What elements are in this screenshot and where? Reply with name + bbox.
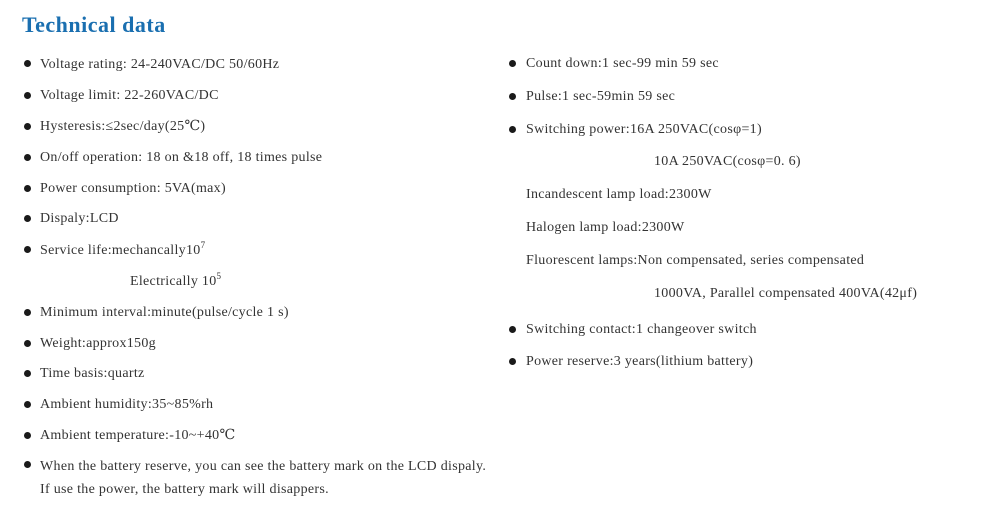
bullet-icon — [24, 154, 31, 161]
bullet-icon — [24, 60, 31, 67]
bullet-icon — [24, 432, 31, 439]
spec-fluorescent-lamps-line-2: 1000VA, Parallel compensated 400VA(42μf) — [654, 286, 918, 301]
spec-minimum-interval: Minimum interval:minute(pulse/cycle 1 s) — [40, 305, 289, 320]
bullet-icon — [24, 246, 31, 253]
bullet-icon — [509, 126, 516, 133]
spec-on-off-operation: On/off operation: 18 on &18 off, 18 times pulse — [40, 150, 323, 165]
bullet-icon — [24, 340, 31, 347]
spec-incandescent-load: Incandescent lamp load:2300W — [526, 187, 712, 202]
spec-voltage-rating: Voltage rating: 24-240VAC/DC 50/60Hz — [40, 57, 280, 72]
spec-power-reserve: Power reserve:3 years(lithium battery) — [526, 354, 754, 369]
spec-switching-contact: Switching contact:1 changeover switch — [526, 322, 757, 337]
bullet-icon — [509, 326, 516, 333]
battery-note-line-1: When the battery reserve, you can see the battery mark on the LCD dispaly. — [40, 459, 487, 474]
bullet-icon — [24, 215, 31, 222]
battery-note-line-2: If use the power, the battery mark will disappers. — [40, 482, 329, 497]
bullet-icon — [24, 370, 31, 377]
spec-time-basis: Time basis:quartz — [40, 366, 145, 381]
bullet-icon — [24, 185, 31, 192]
electrically-exponent: 5 — [216, 271, 222, 281]
spec-electrically — [130, 271, 222, 290]
bullet-icon — [509, 60, 516, 67]
spec-count-down: Count down:1 sec-99 min 59 sec — [526, 56, 719, 71]
spec-weight: Weight:approx150g — [40, 336, 156, 351]
spec-ambient-humidity: Ambient humidity:35~85%rh — [40, 397, 214, 412]
electrically-text: Electrically 10 — [130, 274, 217, 289]
spec-power-consumption: Power consumption: 5VA(max) — [40, 181, 226, 196]
bullet-icon — [509, 93, 516, 100]
bullet-icon — [24, 309, 31, 316]
bullet-icon — [24, 123, 31, 130]
spec-fluorescent-lamps: Fluorescent lamps:Non compensated, series compensated — [526, 253, 865, 268]
bullet-icon — [24, 461, 31, 468]
spec-switching-power-line-2: 10A 250VAC(cosφ=0. 6) — [654, 154, 801, 169]
bullet-icon — [24, 92, 31, 99]
service-life-exponent: 7 — [200, 240, 206, 250]
bullet-icon — [24, 401, 31, 408]
spec-service-life — [40, 240, 206, 259]
spec-ambient-temperature: Ambient temperature:-10~+40℃ — [40, 428, 236, 443]
bullet-icon — [509, 358, 516, 365]
service-life-text: Service life:mechancally10 — [40, 243, 201, 258]
spec-hysteresis: Hysteresis:≤2sec/day(25℃) — [40, 119, 206, 134]
spec-display: Dispaly:LCD — [40, 211, 119, 226]
spec-switching-power: Switching power:16A 250VAC(cosφ=1) — [526, 122, 762, 137]
spec-voltage-limit: Voltage limit: 22-260VAC/DC — [40, 88, 219, 103]
page-title: Technical data — [22, 12, 166, 37]
spec-halogen-load: Halogen lamp load:2300W — [526, 220, 685, 235]
spec-pulse: Pulse:1 sec-59min 59 sec — [526, 89, 676, 104]
